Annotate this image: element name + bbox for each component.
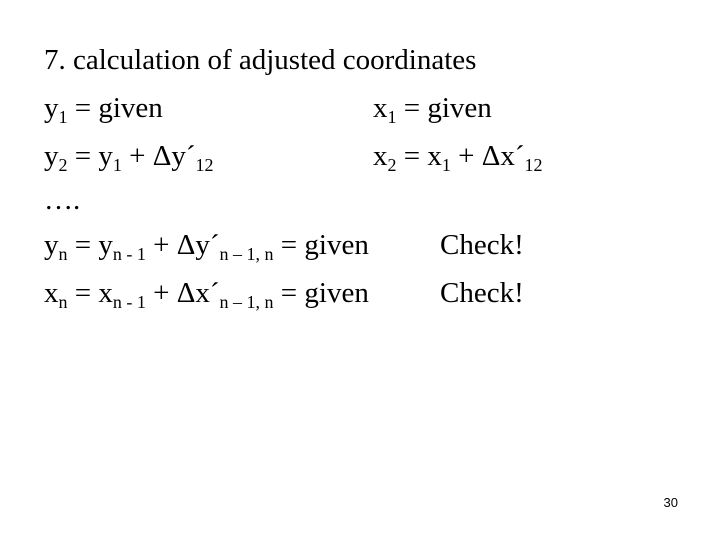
equation-x2: $x_2 = x_1$ + $\Delta x´_{12}$	[373, 140, 543, 175]
ellipsis: ….	[44, 184, 81, 216]
equation-yn: $y_n = y_{n - 1}$ + $\Delta y´_{n - 1, n}$ = given	[44, 229, 369, 264]
equation-x1: $x_1$ = given	[373, 92, 492, 127]
equation-y1: $y_1$ = given	[44, 92, 163, 127]
check-label-xn: Check!	[440, 277, 524, 309]
page-number: 30	[663, 495, 678, 510]
equation-xn: $x_n = x_{n - 1}$ + $\Delta x´_{n - 1, n}$ = given	[44, 277, 369, 312]
equation-y2: $y_2 = y_1$ + $\Delta y´_{12}$	[44, 140, 214, 175]
slide-title: 7. calculation of adjusted coordinates	[44, 44, 477, 76]
check-label-yn: Check!	[440, 229, 524, 261]
